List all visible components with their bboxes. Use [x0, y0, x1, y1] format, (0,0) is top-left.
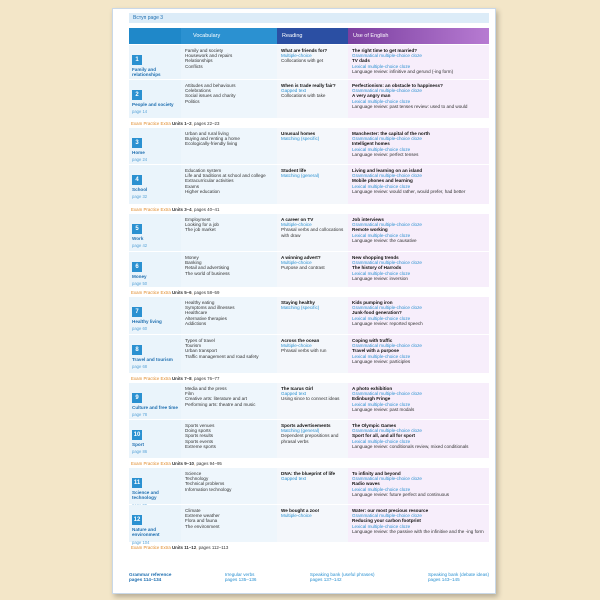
- reading-title: A career on TV: [281, 217, 314, 222]
- unit-cell[interactable]: [129, 420, 181, 458]
- vocabulary-cell: [181, 468, 277, 504]
- vocabulary-topic: Social issues and charity: [185, 93, 236, 99]
- unit-title: Money: [132, 274, 147, 279]
- reading-title: Sports advertisements: [281, 423, 331, 428]
- intro-page-link[interactable]: Bcтуп page 3: [129, 13, 489, 23]
- use-of-english-item: A very angry man: [352, 93, 391, 99]
- footer-item-title: Speaking bank (useful phrases): [309, 572, 375, 577]
- vocabulary-topic: Science: [185, 471, 202, 476]
- unit-page-link[interactable]: page 32: [132, 194, 148, 200]
- unit-title: Home: [132, 150, 145, 155]
- unit-number: 5: [132, 224, 142, 234]
- exam-practice-extra[interactable]: Exam Practice Extra Units 5–6, pages 58–59: [131, 290, 220, 295]
- footer-item[interactable]: [225, 572, 257, 583]
- extra-units: Units 5–6: [172, 290, 192, 295]
- footer-item[interactable]: [310, 572, 375, 583]
- vocabulary-topic: Money: [185, 255, 199, 260]
- vocabulary-topic: Performing arts: theatre and music: [185, 401, 256, 407]
- use-of-english-cell: [348, 505, 489, 542]
- footer-item-title: Speaking bank (debate ideas): [427, 572, 489, 577]
- unit-title: Nature and environment: [132, 527, 160, 538]
- reading-title: We bought a zoo!: [281, 508, 320, 513]
- unit-number: 3: [132, 138, 142, 148]
- use-of-english-cell: [348, 420, 489, 458]
- vocabulary-topic: Politics: [185, 98, 200, 104]
- vocabulary-topic: The world of business: [185, 270, 230, 276]
- use-of-english-cell: [348, 335, 489, 373]
- vocabulary-topic: Healthcare: [185, 310, 208, 316]
- vocabulary-topic: Relationships: [185, 58, 213, 64]
- vocabulary-topic: Climate: [185, 508, 201, 513]
- use-of-english-item: To infinity and beyond: [352, 471, 401, 476]
- vocabulary-cell: [181, 505, 277, 542]
- reading-task-type: Gapped text: [281, 391, 307, 397]
- vocabulary-topic: Sports results: [185, 433, 214, 439]
- unit-number: 2: [132, 90, 142, 100]
- use-of-english-item: Sport for all, and all for sport: [352, 433, 416, 439]
- unit-cell[interactable]: [129, 468, 181, 504]
- unit-row-3: [129, 128, 489, 165]
- vocabulary-topic: Banking: [185, 260, 202, 266]
- use-of-english-item: Kids pumping iron: [352, 300, 393, 305]
- vocabulary-topic: Attitudes and behaviours: [185, 83, 236, 88]
- use-of-english-item: Language review: perfect tenses: [352, 151, 419, 157]
- use-of-english-cell: [348, 165, 489, 204]
- use-of-english-item: Grammatical multiple-choice cloze: [352, 305, 422, 311]
- vocabulary-topic: Addictions: [185, 320, 207, 326]
- use-of-english-item: Junk-food generation?: [352, 310, 402, 316]
- use-of-english-item: Grammatical multiple-choice cloze: [352, 222, 422, 228]
- unit-page-link[interactable]: page 68: [132, 364, 148, 370]
- use-of-english-item: Grammatical multiple-choice cloze: [352, 136, 422, 142]
- vocabulary-topic: Ecologically-friendly living: [185, 141, 238, 147]
- reading-cell: [277, 505, 348, 542]
- unit-number: 8: [132, 345, 142, 355]
- reading-cell: [277, 252, 348, 287]
- use-of-english-item: Grammatical multiple-choice cloze: [352, 343, 422, 349]
- unit-title: Science and technology: [132, 490, 159, 501]
- use-of-english-item: Job interviews: [352, 217, 384, 222]
- reading-task-type: Matching (specific): [281, 305, 320, 311]
- header-use-of-english: Use of English: [348, 28, 489, 44]
- unit-title: Family and relationships: [132, 67, 161, 78]
- vocabulary-topic: Urban and rural living: [185, 131, 229, 136]
- unit-page-link[interactable]: page 42: [132, 243, 148, 249]
- exam-practice-extra[interactable]: Exam Practice Extra Units 11–12, pages 112–113: [131, 545, 229, 550]
- vocabulary-topic: Traffic management and road safety: [185, 353, 259, 359]
- vocabulary-topic: Sports events: [185, 438, 214, 444]
- use-of-english-item: Grammatical multiple-choice cloze: [352, 88, 422, 94]
- vocabulary-cell: [181, 80, 277, 118]
- reading-focus: Collocations with take: [281, 93, 326, 99]
- unit-page-link[interactable]: page 14: [132, 109, 148, 115]
- unit-row-7: [129, 297, 489, 335]
- unit-title: People and society: [132, 102, 174, 107]
- use-of-english-cell: [348, 214, 489, 251]
- use-of-english-item: Perfectionism: an obstacle to happiness?: [352, 83, 443, 88]
- use-of-english-item: Language review: conditionals review, mixed conditionals: [352, 443, 469, 449]
- reading-task-type: Multiple-choice: [281, 260, 312, 266]
- use-of-english-item: Travel with a purpose: [352, 348, 399, 354]
- unit-number: 6: [132, 262, 142, 272]
- reading-focus: Collocations with get: [281, 58, 324, 64]
- vocabulary-topic: Buying and renting a home: [185, 136, 240, 142]
- use-of-english-item: New shopping trends: [352, 255, 399, 260]
- extra-units: Units 1–2: [172, 121, 192, 126]
- use-of-english-item: Grammatical multiple-choice cloze: [352, 260, 422, 266]
- unit-cell[interactable]: [129, 297, 181, 334]
- use-of-english-cell: [348, 297, 489, 334]
- reading-title: A winning advert?: [281, 255, 321, 260]
- reading-title: Unusual homes: [281, 131, 316, 136]
- use-of-english-item: Edinburgh Fringe: [352, 396, 391, 402]
- use-of-english-item: Lexical multiple-choice cloze: [352, 232, 411, 238]
- vocabulary-topic: Media and the press: [185, 386, 227, 391]
- use-of-english-item: Coping with traffic: [352, 338, 393, 343]
- use-of-english-item: Lexical multiple-choice cloze: [352, 98, 411, 104]
- use-of-english-item: Lexical multiple-choice cloze: [352, 486, 411, 492]
- reading-cell: [277, 45, 348, 79]
- extra-label: Exam Practice Extra: [131, 290, 171, 295]
- units-table: [129, 45, 489, 552]
- reading-focus: Purpose and contrast: [281, 265, 325, 271]
- use-of-english-item: Manchester: the capital of the north: [352, 131, 430, 136]
- use-of-english-item: The Olympic Games: [352, 423, 397, 428]
- reading-cell: [277, 80, 348, 118]
- vocabulary-topic: Celebrations: [185, 88, 211, 94]
- reading-focus: Phrasal verbs with run: [281, 348, 327, 354]
- footer-item-pages: pages 137–142: [309, 577, 342, 583]
- vocabulary-topic: Life and traditions at school and college: [185, 173, 266, 179]
- use-of-english-item: Water: our most precious resource: [352, 508, 429, 513]
- use-of-english-item: Grammatical multiple-choice cloze: [352, 513, 422, 519]
- vocabulary-topic: Information technology: [185, 486, 232, 492]
- unit-title: Healthy living: [132, 319, 162, 324]
- unit-title: Work: [132, 236, 144, 241]
- use-of-english-item: Language review: past tenses review: used to and would: [352, 103, 468, 109]
- unit-cell[interactable]: [129, 214, 181, 251]
- vocabulary-topic: Film: [185, 391, 194, 397]
- footer-item-pages: pages 114–134: [129, 577, 162, 583]
- use-of-english-item: Grammatical multiple-choice cloze: [352, 391, 422, 397]
- use-of-english-item: Grammatical multiple-choice cloze: [352, 428, 422, 434]
- reading-task-type: Gapped text: [281, 88, 307, 94]
- vocabulary-topic: Symptoms and illnesses: [185, 305, 235, 311]
- extra-units: Units 3–4: [172, 207, 192, 212]
- use-of-english-item: Grammatical multiple-choice cloze: [352, 53, 422, 59]
- extra-units: Units 9–10: [172, 461, 194, 466]
- unit-number: 12: [133, 517, 141, 523]
- reading-task-type: Multiple-choice: [281, 53, 312, 59]
- header-reading: Reading: [277, 28, 348, 44]
- extra-units: Units 11–12: [172, 545, 197, 550]
- vocabulary-topic: The job market: [185, 227, 216, 233]
- extra-pages: pages 94–95: [196, 461, 222, 466]
- vocabulary-topic: Family and society: [185, 48, 224, 53]
- reading-cell: [277, 420, 348, 458]
- use-of-english-item: Lexical multiple-choice cloze: [352, 146, 411, 152]
- header-unit: [129, 28, 181, 44]
- footer-item-pages: pages 143–145: [427, 577, 460, 583]
- reading-focus: Dependent prepositions and phrasal verbs: [281, 433, 339, 444]
- reading-title: Student life: [281, 168, 307, 173]
- use-of-english-item: Grammatical multiple-choice cloze: [352, 476, 422, 482]
- unit-row-12: [129, 505, 489, 543]
- reading-focus: Phrasal verbs and collocations with draw: [281, 227, 344, 238]
- use-of-english-cell: [348, 45, 489, 79]
- vocabulary-topic: Technology: [185, 476, 209, 482]
- reading-title: DNA: the blueprint of life: [281, 471, 336, 476]
- unit-page-link[interactable]: page 50: [132, 281, 148, 287]
- vocabulary-topic: Creative arts: literature and art: [185, 396, 248, 402]
- vocabulary-topic: Exams: [185, 183, 200, 189]
- unit-cell[interactable]: [129, 335, 181, 373]
- use-of-english-item: Reducing your carbon footprint: [352, 518, 421, 524]
- extra-label: Exam Practice Extra: [131, 376, 171, 381]
- vocabulary-cell: [181, 128, 277, 164]
- use-of-english-item: Language review: the causative: [352, 237, 417, 243]
- unit-number: 7: [132, 307, 142, 317]
- reading-cell: [277, 335, 348, 373]
- extra-units: Units 7–8: [172, 376, 192, 381]
- vocabulary-topic: Extreme sports: [185, 443, 216, 449]
- use-of-english-item: Lexical multiple-choice cloze: [352, 523, 411, 529]
- vocabulary-topic: Extracurricular activities: [185, 178, 234, 184]
- extra-pages: pages 40–41: [194, 207, 220, 212]
- vocabulary-topic: Higher education: [185, 188, 220, 194]
- extra-label: Exam Practice Extra: [131, 121, 171, 126]
- exam-practice-extra[interactable]: Exam Practice Extra Units 3–4, pages 40–41: [131, 207, 220, 212]
- use-of-english-item: Mobile phones and learning: [352, 178, 413, 184]
- vocabulary-topic: Housework and repairs: [185, 53, 233, 59]
- unit-cell[interactable]: [129, 505, 181, 545]
- unit-number: 10: [133, 432, 141, 438]
- reading-task-type: Multiple-choice: [281, 343, 312, 349]
- vocabulary-topic: Education system: [185, 168, 222, 173]
- use-of-english-item: Lexical multiple-choice cloze: [352, 353, 411, 359]
- unit-row-8: [129, 335, 489, 374]
- unit-row-11: [129, 468, 489, 505]
- use-of-english-item: Lexical multiple-choice cloze: [352, 315, 411, 321]
- vocabulary-topic: Urban transport: [185, 348, 217, 354]
- vocabulary-cell: [181, 214, 277, 251]
- unit-number: 11: [133, 480, 141, 486]
- unit-row-5: [129, 214, 489, 252]
- footer-item[interactable]: [428, 572, 489, 583]
- reading-cell: [277, 383, 348, 419]
- reading-cell: [277, 128, 348, 164]
- use-of-english-item: Lexical multiple-choice cloze: [352, 63, 411, 69]
- reading-cell: [277, 468, 348, 504]
- vocabulary-topic: Technical problems: [185, 481, 225, 487]
- use-of-english-item: Language review: the passive with the infinitive and the -ing form: [352, 528, 484, 534]
- extra-pages: pages 112–113: [198, 545, 229, 550]
- unit-title: Sport: [132, 442, 144, 447]
- use-of-english-item: Living and learning on an island: [352, 168, 423, 173]
- vocabulary-topic: Tourism: [185, 343, 202, 349]
- vocabulary-topic: Conflicts: [185, 63, 203, 69]
- unit-cell[interactable]: [129, 128, 181, 164]
- use-of-english-item: A photo exhibition: [352, 386, 393, 391]
- use-of-english-item: Language review: future perfect and continuous: [352, 491, 450, 497]
- reading-focus: Using since to connect ideas: [281, 396, 340, 402]
- exam-practice-extra[interactable]: Exam Practice Extra Units 7–8, pages 76–77: [131, 376, 220, 381]
- vocabulary-topic: Looking for a job: [185, 222, 219, 228]
- unit-cell[interactable]: [129, 165, 181, 204]
- extra-label: Exam Practice Extra: [131, 207, 171, 212]
- unit-page-link[interactable]: page 104: [132, 539, 150, 545]
- vocabulary-topic: Sports venues: [185, 423, 215, 428]
- unit-page-link[interactable]: page 24: [132, 157, 148, 163]
- vocabulary-topic: Healthy eating: [185, 300, 215, 305]
- unit-row-6: [129, 252, 489, 288]
- table-header: [129, 28, 489, 44]
- use-of-english-item: Radio waves: [352, 481, 380, 487]
- vocabulary-topic: Types of travel: [185, 338, 215, 343]
- extra-pages: pages 58–59: [194, 290, 220, 295]
- footer-item-pages: pages 135–136: [224, 577, 257, 583]
- use-of-english-item: Language review: reported speech: [352, 320, 423, 326]
- reading-task-type: Gapped text: [281, 476, 307, 482]
- vocabulary-cell: [181, 383, 277, 419]
- reference-footer: [129, 572, 489, 583]
- vocabulary-cell: [181, 165, 277, 204]
- unit-page-link[interactable]: page 78: [132, 412, 148, 418]
- extra-pages: pages 76–77: [194, 376, 220, 381]
- unit-number: 9: [132, 393, 142, 403]
- extra-pages: pages 22–23: [194, 121, 220, 126]
- unit-row-9: [129, 383, 489, 420]
- unit-page-link[interactable]: page 60: [132, 326, 148, 332]
- use-of-english-item: Language review: infinitive and gerund (-ing form): [352, 68, 454, 74]
- exam-practice-extra[interactable]: Exam Practice Extra Units 1–2, pages 22–23: [131, 121, 220, 126]
- vocabulary-topic: Flora and fauna: [185, 518, 218, 524]
- reading-cell: [277, 214, 348, 251]
- unit-row-2: [129, 80, 489, 119]
- use-of-english-cell: [348, 128, 489, 164]
- use-of-english-item: TV dads: [352, 58, 370, 64]
- reading-cell: [277, 165, 348, 204]
- vocabulary-cell: [181, 297, 277, 334]
- vocabulary-topic: The environment: [185, 523, 220, 529]
- unit-number: 1: [132, 55, 142, 65]
- unit-cell[interactable]: [129, 383, 181, 419]
- use-of-english-cell: [348, 80, 489, 118]
- footer-item-title: Grammar reference: [129, 572, 172, 577]
- vocabulary-cell: [181, 252, 277, 287]
- unit-cell[interactable]: [129, 252, 181, 287]
- use-of-english-item: Lexical multiple-choice cloze: [352, 438, 411, 444]
- vocabulary-cell: [181, 420, 277, 458]
- extra-label: Exam Practice Extra: [131, 461, 171, 466]
- use-of-english-item: Remote working: [352, 227, 388, 233]
- footer-item[interactable]: [129, 572, 171, 583]
- use-of-english-cell: [348, 383, 489, 419]
- use-of-english-item: Intelligent homes: [352, 141, 390, 147]
- reading-title: What are friends for?: [281, 48, 328, 53]
- unit-row-10: [129, 420, 489, 459]
- vocabulary-topic: Employment: [185, 217, 211, 222]
- vocabulary-topic: Retail and advertising: [185, 265, 230, 271]
- unit-cell[interactable]: [129, 80, 181, 118]
- reading-title: The Icarus Girl: [281, 386, 314, 391]
- vocabulary-cell: [181, 335, 277, 373]
- use-of-english-item: The right time to get married?: [352, 48, 418, 53]
- vocabulary-topic: Doing sports: [185, 428, 211, 434]
- vocabulary-topic: Extreme weather: [185, 513, 220, 519]
- header-vocabulary: Vocabulary: [181, 28, 277, 44]
- reading-task-type: Multiple-choice: [281, 513, 312, 519]
- reading-task-type: Multiple-choice: [281, 222, 312, 228]
- reading-title: Across the ocean: [281, 338, 320, 343]
- vocabulary-topic: Alternative therapies: [185, 315, 227, 321]
- unit-cell[interactable]: [129, 45, 181, 79]
- use-of-english-cell: [348, 468, 489, 504]
- exam-practice-extra[interactable]: Exam Practice Extra Units 9–10, pages 94–95: [131, 461, 222, 466]
- use-of-english-item: Grammatical multiple-choice cloze: [352, 173, 422, 179]
- unit-row-4: [129, 165, 489, 205]
- reading-title: When is trade really fair?: [281, 83, 336, 88]
- use-of-english-item: Language review: inversion: [352, 275, 408, 281]
- reading-task-type: Matching (general): [281, 173, 320, 179]
- use-of-english-item: Lexical multiple-choice cloze: [352, 270, 411, 276]
- extra-label: Exam Practice Extra: [131, 545, 171, 550]
- use-of-english-item: The history of Harrods: [352, 265, 402, 271]
- use-of-english-item: Language review: would rather, would prefer, had better: [352, 188, 466, 194]
- unit-title: Culture and free time: [132, 405, 178, 410]
- use-of-english-cell: [348, 252, 489, 287]
- footer-item-title: Irregular verbs: [224, 572, 255, 577]
- use-of-english-item: Language review: past modals: [352, 406, 415, 412]
- unit-number: 4: [132, 175, 142, 185]
- reading-task-type: Matching (general): [281, 428, 320, 434]
- use-of-english-item: Language review: participles: [352, 358, 411, 364]
- vocabulary-cell: [181, 45, 277, 79]
- unit-page-link[interactable]: page 86: [132, 449, 148, 455]
- unit-title: Travel and tourism: [132, 357, 173, 362]
- use-of-english-item: Lexical multiple-choice cloze: [352, 401, 411, 407]
- reading-cell: [277, 297, 348, 334]
- reading-title: Staying healthy: [281, 300, 315, 305]
- reading-task-type: Matching (specific): [281, 136, 320, 142]
- unit-row-1: [129, 45, 489, 80]
- use-of-english-item: Lexical multiple-choice cloze: [352, 183, 411, 189]
- unit-title: School: [132, 187, 148, 192]
- contents-page: [112, 8, 496, 594]
